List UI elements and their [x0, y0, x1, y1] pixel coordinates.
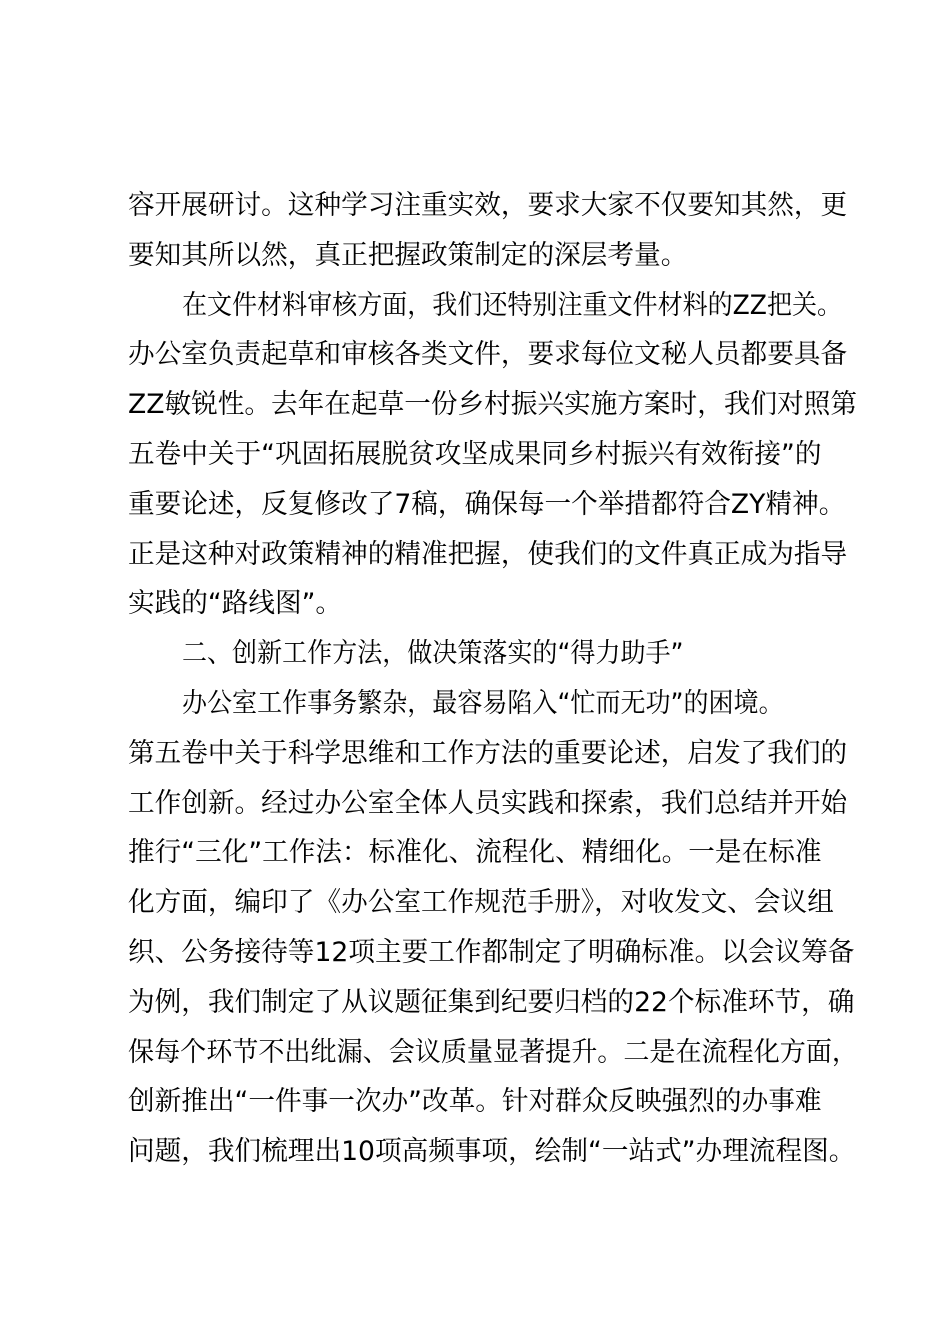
- text-line: 化方面，编印了《办公室工作规范手册》，对收发文、会议组: [128, 887, 834, 919]
- text-line: 容开展研讨。这种学习注重实效，要求大家不仅要知其然，更: [128, 190, 848, 221]
- paragraph-first-line: 二、创新工作方法，做决策落实的“得力助手”: [182, 638, 684, 670]
- text-line: 保每个环节不出纰漏、会议质量显著提升。二是在流程化方面，: [128, 1036, 858, 1068]
- text-line: 办公室负责起草和审核各类文件，要求每位文秘人员都要具备: [128, 339, 848, 371]
- paragraph-first-line: 办公室工作事务繁杂，最容易陷入“忙而无功”的困境。: [182, 688, 784, 719]
- text-line: 要知其所以然，真正把握政策制定的深层考量。: [128, 239, 688, 271]
- text-line: 正是这种对政策精神的精准把握，使我们的文件真正成为指导: [128, 538, 848, 570]
- text-line: 重要论述，反复修改了7稿，确保每一个举措都符合ZY精神。: [128, 488, 846, 520]
- text-line: 工作创新。经过办公室全体人员实践和探索，我们总结并开始: [128, 787, 848, 819]
- text-line: 创新推出“一件事一次办”改革。针对群众反映强烈的办事难: [128, 1086, 822, 1118]
- text-line: 为例，我们制定了从议题征集到纪要归档的22个标准环节，确: [128, 986, 855, 1018]
- text-line: 问题，我们梳理出10项高频事项，绘制“一站式”办理流程图。: [128, 1136, 856, 1168]
- text-line: 推行“三化”工作法：标准化、流程化、精细化。一是在标准: [128, 837, 822, 869]
- text-line: ZZ敏锐性。去年在起草一份乡村振兴实施方案时，我们对照第: [128, 389, 858, 421]
- paragraph-first-line: 在文件材料审核方面，我们还特别注重文件材料的ZZ把关。: [182, 289, 843, 321]
- text-line: 第五卷中关于科学思维和工作方法的重要论述，启发了我们的: [128, 737, 848, 769]
- text-line: 织、公务接待等12项主要工作都制定了明确标准。以会议筹备: [128, 937, 855, 968]
- text-line: 实践的“路线图”。: [128, 588, 343, 620]
- text-line: 五卷中关于“巩固拓展脱贫攻坚成果同乡村振兴有效衔接”的: [128, 439, 822, 470]
